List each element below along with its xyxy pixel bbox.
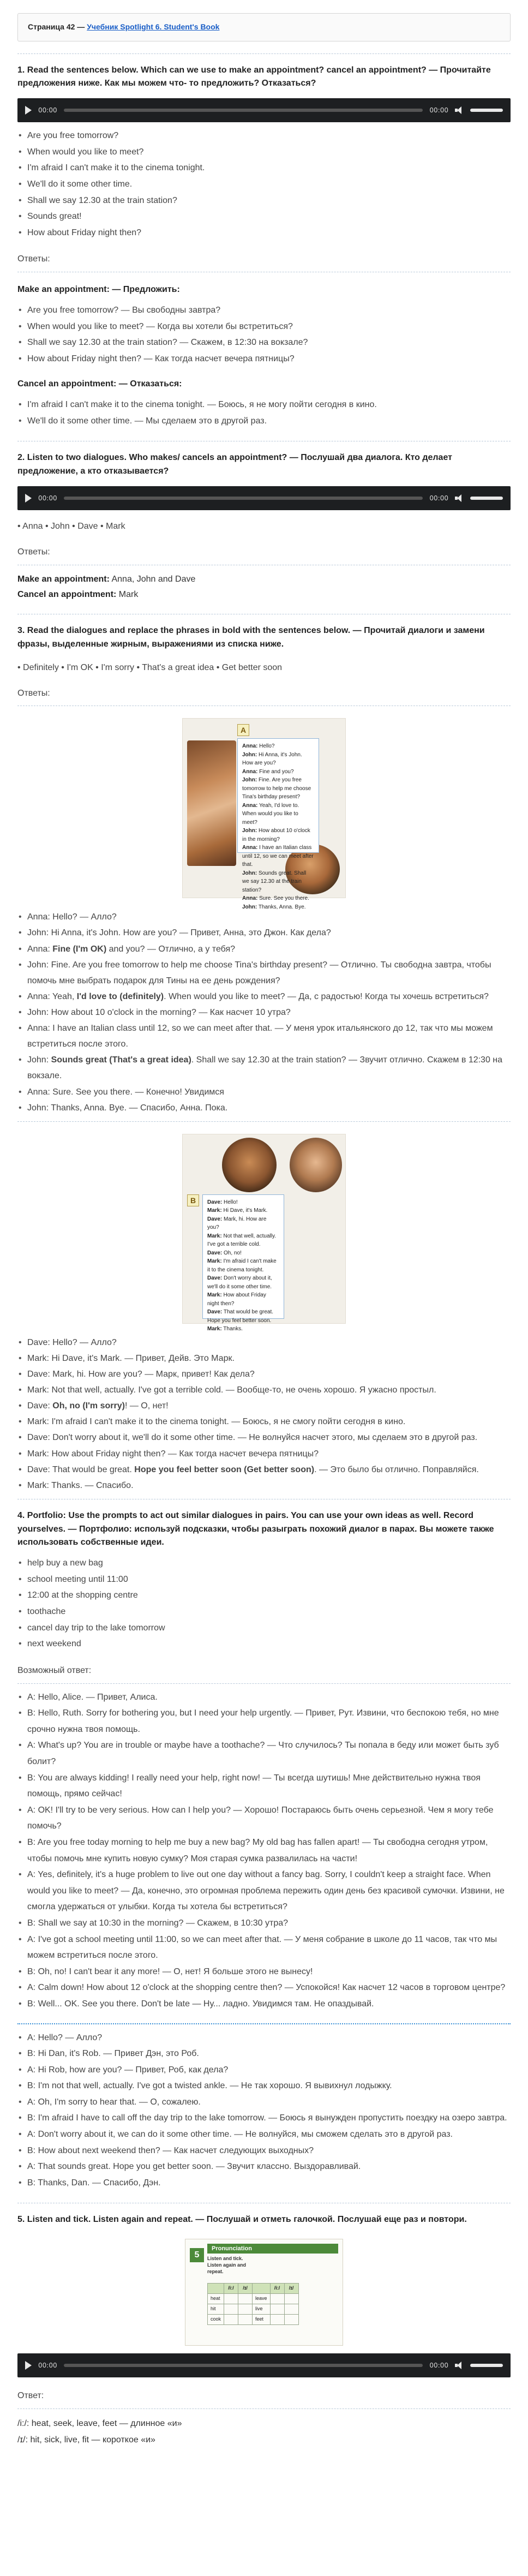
line-text: Dave: Mark, hi. How are you? — Марк, привет! Как дела? bbox=[27, 1370, 255, 1379]
bold-phrase: Sounds great (That's a great idea) bbox=[51, 1055, 191, 1065]
list-item: • A: Yes, definitely, it's a huge problem to live out one day without a fancy bag. Sorry, I couldn't keep a straight face. When would you like to meet? — Да, конечно, это огромная проблема пережить один день без красивой сумочки. Извини, не смогла удержаться от улыбки. Когда ты хотела бы встретиться? bbox=[17, 1867, 511, 1915]
pronunciation-image bbox=[185, 2239, 343, 2346]
dialogue-line bbox=[17, 1084, 511, 1100]
task-1-heading: 1. Read the sentences below. Which can we use to make an appointment? cancel an appointment? — Прочитайте предложения ниже. Как мы можем что- то предложить? Отказаться? bbox=[17, 65, 491, 88]
list-item: • Shall we say 12.30 at the train station? — Скажем, в 12:30 на вокзале? bbox=[17, 334, 511, 351]
list-item: • B: Oh, no! I can't bear it any more! — О, нет! Я больше этого не вынесу! bbox=[17, 1964, 511, 1980]
line-text: Mark: Thanks. — Спасибо. bbox=[27, 1480, 134, 1490]
line-text: . — Это было бы отлично. Поправляйся. bbox=[314, 1465, 479, 1474]
bold-phrase: I'd love to (definitely) bbox=[76, 991, 164, 1001]
speaker: Dave: bbox=[207, 1199, 223, 1205]
dialogue-line bbox=[17, 1366, 511, 1382]
col-header-long-i: /i:/ bbox=[270, 2284, 284, 2294]
speech: Mark, hi. How are you? bbox=[207, 1216, 267, 1231]
tick-cell[interactable] bbox=[224, 2304, 238, 2315]
speaker: John: bbox=[242, 904, 257, 910]
answer-value: Anna, John and Dave bbox=[109, 574, 196, 584]
dotted-divider bbox=[17, 2023, 511, 2024]
speech: Don't worry about it, we'll do it some other time. bbox=[207, 1275, 272, 1290]
list-item: • A: That sounds great. Hope you get better soon. — Звучит классно. Выздоравливай. bbox=[17, 2159, 511, 2175]
card-line bbox=[207, 1325, 279, 1334]
list-item: • B: I'm afraid I have to call off the day trip to the lake tomorrow. — Боюсь я вынужден пропустить поездку на озеро завтра. bbox=[17, 2110, 511, 2126]
card-line bbox=[207, 1274, 279, 1291]
card-line bbox=[242, 742, 314, 751]
word-cell: heat bbox=[208, 2294, 224, 2304]
dialogue-line bbox=[17, 957, 511, 989]
card-line bbox=[207, 1249, 279, 1258]
answer-key: Make an appointment: bbox=[17, 574, 110, 584]
list-item: • A: I've got a school meeting until 11:00, so we can meet after that. — У меня собрание в школе до 11 часов, так что мы можем встретиться после этого. bbox=[17, 1932, 511, 1964]
current-time: 00:00 bbox=[38, 2361, 57, 2369]
col-header-word bbox=[253, 2284, 271, 2294]
volume-icon[interactable] bbox=[455, 494, 464, 502]
card-line bbox=[242, 844, 314, 869]
line-text: Anna: Yeah, bbox=[27, 991, 77, 1001]
names-list: • Anna • John • Dave • Mark bbox=[17, 521, 125, 531]
list-item: • I'm afraid I can't make it to the cinema tonight. bbox=[17, 160, 511, 176]
line-text: ! — О, нет! bbox=[124, 1401, 169, 1411]
line-text: Anna: Hello? — Алло? bbox=[27, 912, 117, 922]
make-appointment-heading: Make an appointment: — Предложить: bbox=[17, 285, 180, 295]
dialogue-line bbox=[17, 1100, 511, 1116]
list-item: • When would you like to meet? bbox=[17, 144, 511, 160]
col-header-short-i: /ɪ/ bbox=[284, 2284, 298, 2294]
dialogue-line bbox=[17, 1382, 511, 1398]
tick-cell[interactable] bbox=[270, 2304, 284, 2315]
speaker: Dave: bbox=[207, 1275, 223, 1282]
sample-dialogue-2 bbox=[17, 2030, 511, 2191]
list-item: • B: Hi Dan, it's Rob. — Привет Дэн, это Роб. bbox=[17, 2046, 511, 2062]
speaker: John: bbox=[242, 828, 257, 834]
textbook-link[interactable]: Учебник Spotlight 6. Student's Book bbox=[87, 22, 220, 31]
card-line bbox=[242, 827, 314, 844]
speech: Oh, no! bbox=[222, 1250, 242, 1256]
dialogue-label-b: B bbox=[187, 1194, 199, 1206]
speech: Thanks. bbox=[221, 1326, 243, 1332]
tick-table bbox=[207, 2283, 299, 2325]
answer-line: /ɪ/: hit, sick, live, fit — короткое «и» bbox=[17, 2435, 155, 2444]
speaker: Mark: bbox=[207, 1233, 222, 1239]
speaker: Mark: bbox=[207, 1258, 222, 1265]
tick-cell[interactable] bbox=[270, 2315, 284, 2325]
list-item: • B: Are you free today morning to help me buy a new bag? My old bag has fallen apart! — Ты свободна сегодня утром, чтобы помочь мне купить новую сумку? Моя старая сумка развалилась на части! bbox=[17, 1834, 511, 1867]
list-item: • A: Hello? — Алло? bbox=[17, 2030, 511, 2046]
task-2-heading: 2. Listen to two dialogues. Who makes/ cancels an appointment? — Послушай два диалога. Кто делает предложение, а кто отказывается? bbox=[17, 453, 452, 476]
line-text: John: Fine. Are you free tomorrow to help me choose Tina's birthday present? — Отлично. Ты свободна завтра, чтобы помочь мне выбрать подарок для Тины на ее день рождения? bbox=[27, 960, 491, 985]
divider bbox=[17, 1121, 511, 1122]
answers-label: Ответы: bbox=[17, 254, 50, 264]
photo-boy-sick bbox=[290, 1138, 342, 1192]
dialogue-card bbox=[237, 738, 319, 910]
list-item: • A: Oh, I'm sorry to hear that. — О, сожалею. bbox=[17, 2094, 511, 2111]
speech: Hello! bbox=[222, 1199, 238, 1205]
speech: Fine and you? bbox=[257, 768, 294, 775]
divider bbox=[17, 1683, 511, 1684]
pronunciation-title: Pronunciation bbox=[207, 2244, 338, 2254]
speech: How about Friday night then? bbox=[207, 1292, 266, 1307]
list-item: • I'm afraid I can't make it to the cinema tonight. — Боюсь, я не могу пойти сегодня в кино. bbox=[17, 397, 511, 413]
list-item: • How about Friday night then? bbox=[17, 225, 511, 241]
tick-cell[interactable] bbox=[284, 2304, 298, 2315]
list-item: • A: What's up? You are in trouble or maybe have a toothache? — Что случилось? Ты попала в беду или может быть зуб болит? bbox=[17, 1737, 511, 1770]
card-line bbox=[242, 768, 314, 776]
seek-bar[interactable] bbox=[64, 497, 423, 500]
speech: Sounds great. Shall we say 12.30 at the train station? bbox=[242, 870, 307, 893]
seek-bar[interactable] bbox=[64, 109, 423, 112]
dialogue-line bbox=[17, 1052, 511, 1084]
dialogue-card bbox=[202, 1194, 284, 1332]
list-item: • toothache bbox=[17, 1604, 511, 1620]
card-line bbox=[242, 894, 314, 903]
list-item: • A: Hello, Alice. — Привет, Алиса. bbox=[17, 1689, 511, 1706]
list-item: • B: Thanks, Dan. — Спасибо, Дэн. bbox=[17, 2175, 511, 2191]
answer-line: /i:/: heat, seek, leave, feet — длинное «и» bbox=[17, 2419, 182, 2429]
duration: 00:00 bbox=[429, 106, 448, 114]
speech: Not that well, actually. I've got a terrible cold. bbox=[207, 1233, 276, 1248]
line-text: . When would you like to meet? — Да, с радостью! Когда ты хочешь встретиться? bbox=[164, 991, 489, 1001]
breadcrumb bbox=[17, 13, 511, 41]
volume-icon[interactable] bbox=[455, 106, 464, 114]
list-item: • Sounds great! bbox=[17, 208, 511, 225]
card-line bbox=[207, 1232, 279, 1249]
line-text: and you? — Отлично, а у тебя? bbox=[106, 944, 236, 954]
tick-cell[interactable] bbox=[284, 2315, 298, 2325]
answer-value: Mark bbox=[116, 590, 139, 600]
card-line bbox=[242, 802, 314, 827]
photo-girl-phone bbox=[187, 740, 236, 866]
dialogue-line bbox=[17, 925, 511, 941]
speaker: Dave: bbox=[207, 1250, 223, 1256]
table-row bbox=[208, 2294, 299, 2304]
cancel-appointment-answer bbox=[17, 588, 511, 602]
card-line bbox=[207, 1198, 279, 1207]
list-item: • A: OK! I'll try to be very serious. How can I help you? — Хорошо! Постараюсь быть очень серьезной. Чем я могу тебе помочь? bbox=[17, 1802, 511, 1834]
cancel-appointment-heading: Cancel an appointment: — Отказаться: bbox=[17, 379, 182, 389]
volume-icon[interactable] bbox=[455, 2362, 464, 2369]
pronunciation-answers bbox=[17, 2416, 511, 2448]
volume-slider[interactable] bbox=[470, 2364, 503, 2367]
line-text: John: Hi Anna, it's John. How are you? — Привет, Анна, это Джон. Как дела? bbox=[27, 928, 331, 938]
current-time: 00:00 bbox=[38, 106, 57, 114]
tick-cell[interactable] bbox=[238, 2304, 253, 2315]
audio-player[interactable] bbox=[17, 98, 511, 122]
divider bbox=[17, 53, 511, 54]
speech: How about 10 o'clock in the morning? bbox=[242, 828, 310, 842]
line-text: Dave: That would be great. bbox=[27, 1465, 135, 1474]
dialogue-line bbox=[17, 1414, 511, 1430]
bold-phrase: Oh, no (I'm sorry) bbox=[52, 1401, 125, 1411]
speaker: John: bbox=[242, 870, 257, 876]
duration: 00:00 bbox=[429, 494, 448, 502]
table-row bbox=[208, 2315, 299, 2325]
list-item: • Shall we say 12.30 at the train station? bbox=[17, 193, 511, 209]
speech: Hi Dave, it's Mark. bbox=[221, 1208, 268, 1214]
volume-slider[interactable] bbox=[470, 497, 503, 500]
word-cell: feet bbox=[253, 2315, 271, 2325]
duration: 00:00 bbox=[429, 2361, 448, 2369]
col-header-long-i: /i:/ bbox=[224, 2284, 238, 2294]
dialogue-line bbox=[17, 1350, 511, 1366]
volume-slider[interactable] bbox=[470, 109, 503, 112]
bold-phrase: Hope you feel better soon (Get better soon) bbox=[134, 1465, 315, 1474]
col-header-short-i: /ɪ/ bbox=[238, 2284, 253, 2294]
dialogue-line bbox=[17, 989, 511, 1005]
speech: That would be great. Hope you feel better soon. bbox=[207, 1309, 274, 1324]
answer-key: Cancel an appointment: bbox=[17, 590, 117, 600]
card-line bbox=[207, 1291, 279, 1308]
card-line bbox=[207, 1308, 279, 1325]
speaker: Mark: bbox=[207, 1326, 222, 1332]
speaker: Mark: bbox=[207, 1208, 222, 1214]
dialogue-line bbox=[17, 941, 511, 957]
card-line bbox=[242, 869, 314, 895]
line-text: Dave: Hello? — Алло? bbox=[27, 1337, 117, 1347]
speech: Yeah, I'd love to. When would you like to meet? bbox=[242, 802, 299, 826]
list-item: • B: You are always kidding! I really need your help, right now! — Ты всегда шутишь! Мне действительно нужна твоя помощь, прямо сейчас! bbox=[17, 1770, 511, 1802]
dialogue-line bbox=[17, 1335, 511, 1350]
tick-cell[interactable] bbox=[270, 2294, 284, 2304]
speaker: Anna: bbox=[242, 895, 258, 902]
word-cell: cook bbox=[208, 2315, 224, 2325]
tick-cell[interactable] bbox=[224, 2315, 238, 2325]
list-item: • A: Don't worry about it, we can do it some other time. — Не волнуйся, мы сможем сделать это в другой раз. bbox=[17, 2126, 511, 2143]
answers-label: Ответ: bbox=[17, 2391, 44, 2401]
answer-label: Возможный ответ: bbox=[17, 1665, 92, 1675]
speech: I have an Italian class until 12, so we can meet after that. bbox=[242, 845, 314, 868]
list-item: • A: Calm down! How about 12 o'clock at the shopping centre then? — Успокойся! Как насчет 12 часов в торговом центре? bbox=[17, 1980, 511, 1996]
answers-label: Ответы: bbox=[17, 688, 50, 698]
list-item: • A: Hi Rob, how are you? — Привет, Роб, как дела? bbox=[17, 2062, 511, 2078]
list-item: • B: I'm not that well, actually. I've got a twisted ankle. — Не так хорошо. Я вывихнул лодыжку. bbox=[17, 2078, 511, 2094]
line-text: Mark: Hi Dave, it's Mark. — Привет, Дейв. Это Марк. bbox=[27, 1353, 235, 1363]
list-item: • B: Hello, Ruth. Sorry for bothering you, but I need your help urgently. — Привет, Рут. Извини, что беспокою тебя, но мне срочно нужна твоя помощь. bbox=[17, 1705, 511, 1737]
word-cell: hit bbox=[208, 2304, 224, 2315]
speaker: John: bbox=[242, 777, 257, 784]
line-text: John: Thanks, Anna. Bye. — Спасибо, Анна. Пока. bbox=[27, 1103, 228, 1113]
make-appointment-list bbox=[17, 302, 511, 367]
dialogue-line bbox=[17, 1462, 511, 1478]
list-item: • How about Friday night then? — Как тогда насчет вечера пятницы? bbox=[17, 351, 511, 367]
speaker: John: bbox=[242, 751, 257, 758]
sentence-list bbox=[17, 128, 511, 241]
word-cell: leave bbox=[253, 2294, 271, 2304]
card-line bbox=[207, 1215, 279, 1232]
dialogue-label-a: A bbox=[237, 724, 249, 736]
list-item: • We'll do it some other time. bbox=[17, 176, 511, 193]
line-text: Anna: bbox=[27, 944, 53, 954]
word-cell: live bbox=[253, 2304, 271, 2315]
divider bbox=[17, 2408, 511, 2409]
dialogue-b-image bbox=[182, 1134, 346, 1332]
list-item: • cancel day trip to the lake tomorrow bbox=[17, 1620, 511, 1636]
tick-cell[interactable] bbox=[284, 2294, 298, 2304]
line-text: John: How about 10 o'clock in the morning? — Как насчет 10 утра? bbox=[27, 1008, 291, 1018]
list-item: • help buy a new bag bbox=[17, 1555, 511, 1571]
line-text: Mark: How about Friday night then? — Как тогда насчет вечера пятницы? bbox=[27, 1449, 319, 1459]
speech: Hello? bbox=[257, 743, 275, 750]
line-text: John: bbox=[27, 1055, 51, 1065]
line-text: Dave: Don't worry about it, we'll do it some other time. — Не волнуйся насчет этого, мы сделаем это в другой раз. bbox=[27, 1433, 478, 1443]
line-text: Dave: bbox=[27, 1401, 53, 1411]
tick-cell[interactable] bbox=[224, 2294, 238, 2304]
line-text: . Shall we say 12.30 at the train station? — Звучит отлично. Скажем в 12:30 на вокзале. bbox=[27, 1055, 503, 1081]
exercise-number: 5 bbox=[190, 2248, 204, 2262]
list-item: • B: How about next weekend then? — Как насчет следующих выходных? bbox=[17, 2143, 511, 2159]
speaker: Mark: bbox=[207, 1292, 222, 1299]
tick-cell[interactable] bbox=[238, 2315, 253, 2325]
speech: Thanks, Anna. Bye. bbox=[257, 904, 306, 910]
speaker: Anna: bbox=[242, 802, 258, 809]
card-line bbox=[242, 751, 314, 768]
speaker: Anna: bbox=[242, 768, 258, 775]
sample-dialogue-1 bbox=[17, 1689, 511, 2012]
dialogue-a-answers bbox=[17, 909, 511, 1115]
card-line bbox=[207, 1206, 279, 1215]
list-item: • B: Shall we say at 10:30 in the morning? — Скажем, в 10:30 утра? bbox=[17, 1915, 511, 1932]
speech: Fine. Are you free tomorrow to help me choose Tina's birthday present? bbox=[242, 777, 311, 800]
photo-boy-smiling bbox=[222, 1138, 277, 1192]
task-3-heading: 3. Read the dialogues and replace the phrases in bold with the sentences below. — Прочитай диалоги и замени фразы, выделенные жирным, выражениями из списка ниже. bbox=[17, 626, 485, 649]
phrase-list: • Definitely • I'm OK • I'm sorry • That's a great idea • Get better soon bbox=[17, 662, 283, 672]
speaker: Dave: bbox=[207, 1309, 223, 1316]
dialogue-line bbox=[17, 1446, 511, 1462]
page-number-label: Страница 42 — bbox=[28, 22, 85, 31]
image-instruction: Listen and tick. Listen again and repeat. bbox=[207, 2256, 247, 2274]
dialogue-line bbox=[17, 1398, 511, 1414]
line-text: Mark: Not that well, actually. I've got a terrible cold. — Вообще-то, не очень хорошо. Я ужасно простыл. bbox=[27, 1385, 436, 1395]
cancel-appointment-list bbox=[17, 397, 511, 429]
list-item: • school meeting until 11:00 bbox=[17, 1571, 511, 1588]
dialogue-line bbox=[17, 909, 511, 925]
table-row bbox=[208, 2304, 299, 2315]
play-icon[interactable] bbox=[25, 2361, 32, 2370]
dialogue-a-image bbox=[182, 718, 346, 910]
seek-bar[interactable] bbox=[64, 2364, 423, 2367]
card-line bbox=[242, 776, 314, 802]
answers-label: Ответы: bbox=[17, 547, 50, 557]
speaker: Anna: bbox=[242, 845, 258, 851]
dialogue-line bbox=[17, 1020, 511, 1052]
list-item: • 12:00 at the shopping centre bbox=[17, 1587, 511, 1604]
dialogue-line bbox=[17, 1478, 511, 1493]
line-text: Anna: I have an Italian class until 12, so we can meet after that. — У меня урок итальянского до 12, так что мы можем встретиться после этого. bbox=[27, 1024, 493, 1049]
audio-player[interactable] bbox=[17, 2353, 511, 2377]
current-time: 00:00 bbox=[38, 494, 57, 502]
task-4-heading: 4. Portfolio: Use the prompts to act out similar dialogues in pairs. You can use your own ideas as well. Record yourselves. — Портфолио: используй подсказки, чтобы разыграть похожий диалог в парах. Вы можете также использовать собственные идеи. bbox=[17, 1510, 494, 1547]
play-icon[interactable] bbox=[25, 494, 32, 503]
dialogue-line bbox=[17, 1430, 511, 1445]
speech: Hi Anna, it's John. How are you? bbox=[242, 751, 302, 767]
list-item: • Are you free tomorrow? — Вы свободны завтра? bbox=[17, 302, 511, 319]
play-icon[interactable] bbox=[25, 106, 32, 115]
speech: Sure. See you there. bbox=[257, 895, 309, 902]
speech: I'm afraid I can't make it to the cinema tonight. bbox=[207, 1258, 277, 1273]
audio-player[interactable] bbox=[17, 486, 511, 510]
list-item: • Are you free tomorrow? bbox=[17, 128, 511, 144]
col-header-word bbox=[208, 2284, 224, 2294]
list-item: • B: Well... OK. See you there. Don't be late — Ну... ладно. Увидимся там. Не опаздывай. bbox=[17, 1996, 511, 2012]
line-text: Mark: I'm afraid I can't make it to the cinema tonight. — Боюсь, я не смогу пойти сегодня в кино. bbox=[27, 1417, 406, 1427]
dialogue-line bbox=[17, 1005, 511, 1020]
speaker: Anna: bbox=[242, 743, 258, 750]
prompt-list bbox=[17, 1555, 511, 1652]
make-appointment-answer bbox=[17, 573, 511, 587]
tick-cell[interactable] bbox=[238, 2294, 253, 2304]
list-item: • We'll do it some other time. — Мы сделаем это в другой раз. bbox=[17, 413, 511, 429]
task-5-heading: 5. Listen and tick. Listen again and repeat. — Послушай и отметь галочкой. Послушай еще раз и повтори. bbox=[17, 2215, 467, 2225]
card-line bbox=[207, 1257, 279, 1274]
dialogue-b-answers bbox=[17, 1335, 511, 1493]
bold-phrase: Fine (I'm OK) bbox=[52, 944, 107, 954]
list-item: • When would you like to meet? — Когда вы хотели бы встретиться? bbox=[17, 319, 511, 335]
list-item: • next weekend bbox=[17, 1636, 511, 1652]
speaker: Dave: bbox=[207, 1216, 223, 1222]
line-text: Anna: Sure. See you there. — Конечно! Увидимся bbox=[27, 1087, 224, 1097]
